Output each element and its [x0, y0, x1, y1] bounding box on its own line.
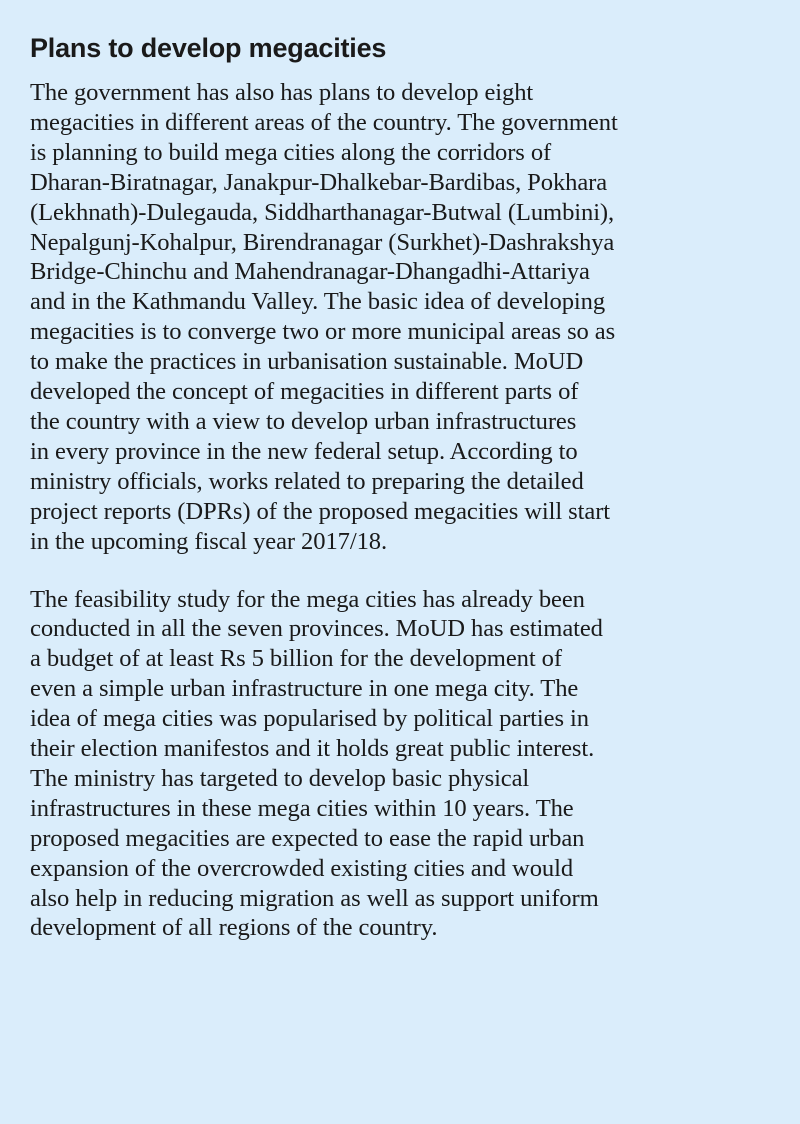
- text-line: their election manifestos and it holds great public interest.: [30, 735, 595, 763]
- text-line: developed the concept of megacities in different parts of: [30, 378, 579, 406]
- text-line: to make the practices in urbanisation sustainable. MoUD: [30, 348, 584, 376]
- text-line: idea of mega cities was popularised by political parties in: [30, 705, 589, 733]
- text-line: development of all regions of the country.: [30, 914, 438, 942]
- text-line: The feasibility study for the mega cities has already been: [30, 585, 585, 613]
- text-line: The government has also has plans to develop eight: [30, 79, 534, 106]
- text-line: The ministry has targeted to develop basic physical: [30, 764, 530, 792]
- text-line: even a simple urban infrastructure in one mega city. The: [30, 675, 579, 703]
- text-line: conducted in all the seven provinces. MoUD has estimated: [30, 615, 603, 643]
- text-line: proposed megacities are expected to ease the rapid urban: [30, 824, 585, 852]
- text-line: and in the Kathmandu Valley. The basic idea of developing: [30, 288, 606, 316]
- text-line: megacities in different areas of the country. The government: [30, 108, 618, 136]
- text-line: the country with a view to develop urban infrastructures: [30, 407, 577, 435]
- text-line: Dharan-Biratnagar, Janakpur-Dhalkebar-Bardibas, Pokhara: [30, 168, 608, 196]
- text-line: project reports (DPRs) of the proposed megacities will start: [30, 497, 611, 525]
- text-line: expansion of the overcrowded existing cities and would: [30, 854, 574, 882]
- text-line: in the upcoming fiscal year 2017/18.: [30, 527, 388, 555]
- paragraph-1: [30, 78, 780, 557]
- text-line: (Lekhnath)-Dulegauda, Siddharthanagar-Butwal (Lumbini),: [30, 198, 615, 226]
- article-box: [30, 28, 780, 943]
- text-line: infrastructures in these mega cities within 10 years. The: [30, 794, 574, 822]
- text-line: megacities is to converge two or more municipal areas so as: [30, 318, 616, 346]
- text-line: a budget of at least Rs 5 billion for the development of: [30, 645, 562, 673]
- article-title: Plans to develop megacities: [30, 33, 387, 63]
- text-line: also help in reducing migration as well as support uniform: [30, 884, 599, 912]
- text-line: in every province in the new federal setup. According to: [30, 437, 578, 465]
- paragraph-2: [30, 585, 780, 944]
- text-line: ministry officials, works related to preparing the detailed: [30, 467, 584, 495]
- text-line: Bridge-Chinchu and Mahendranagar-Dhangadhi-Attariya: [30, 258, 590, 286]
- text-line: is planning to build mega cities along the corridors of: [30, 138, 552, 166]
- text-line: Nepalgunj-Kohalpur, Birendranagar (Surkhet)-Dashrakshya: [30, 228, 615, 256]
